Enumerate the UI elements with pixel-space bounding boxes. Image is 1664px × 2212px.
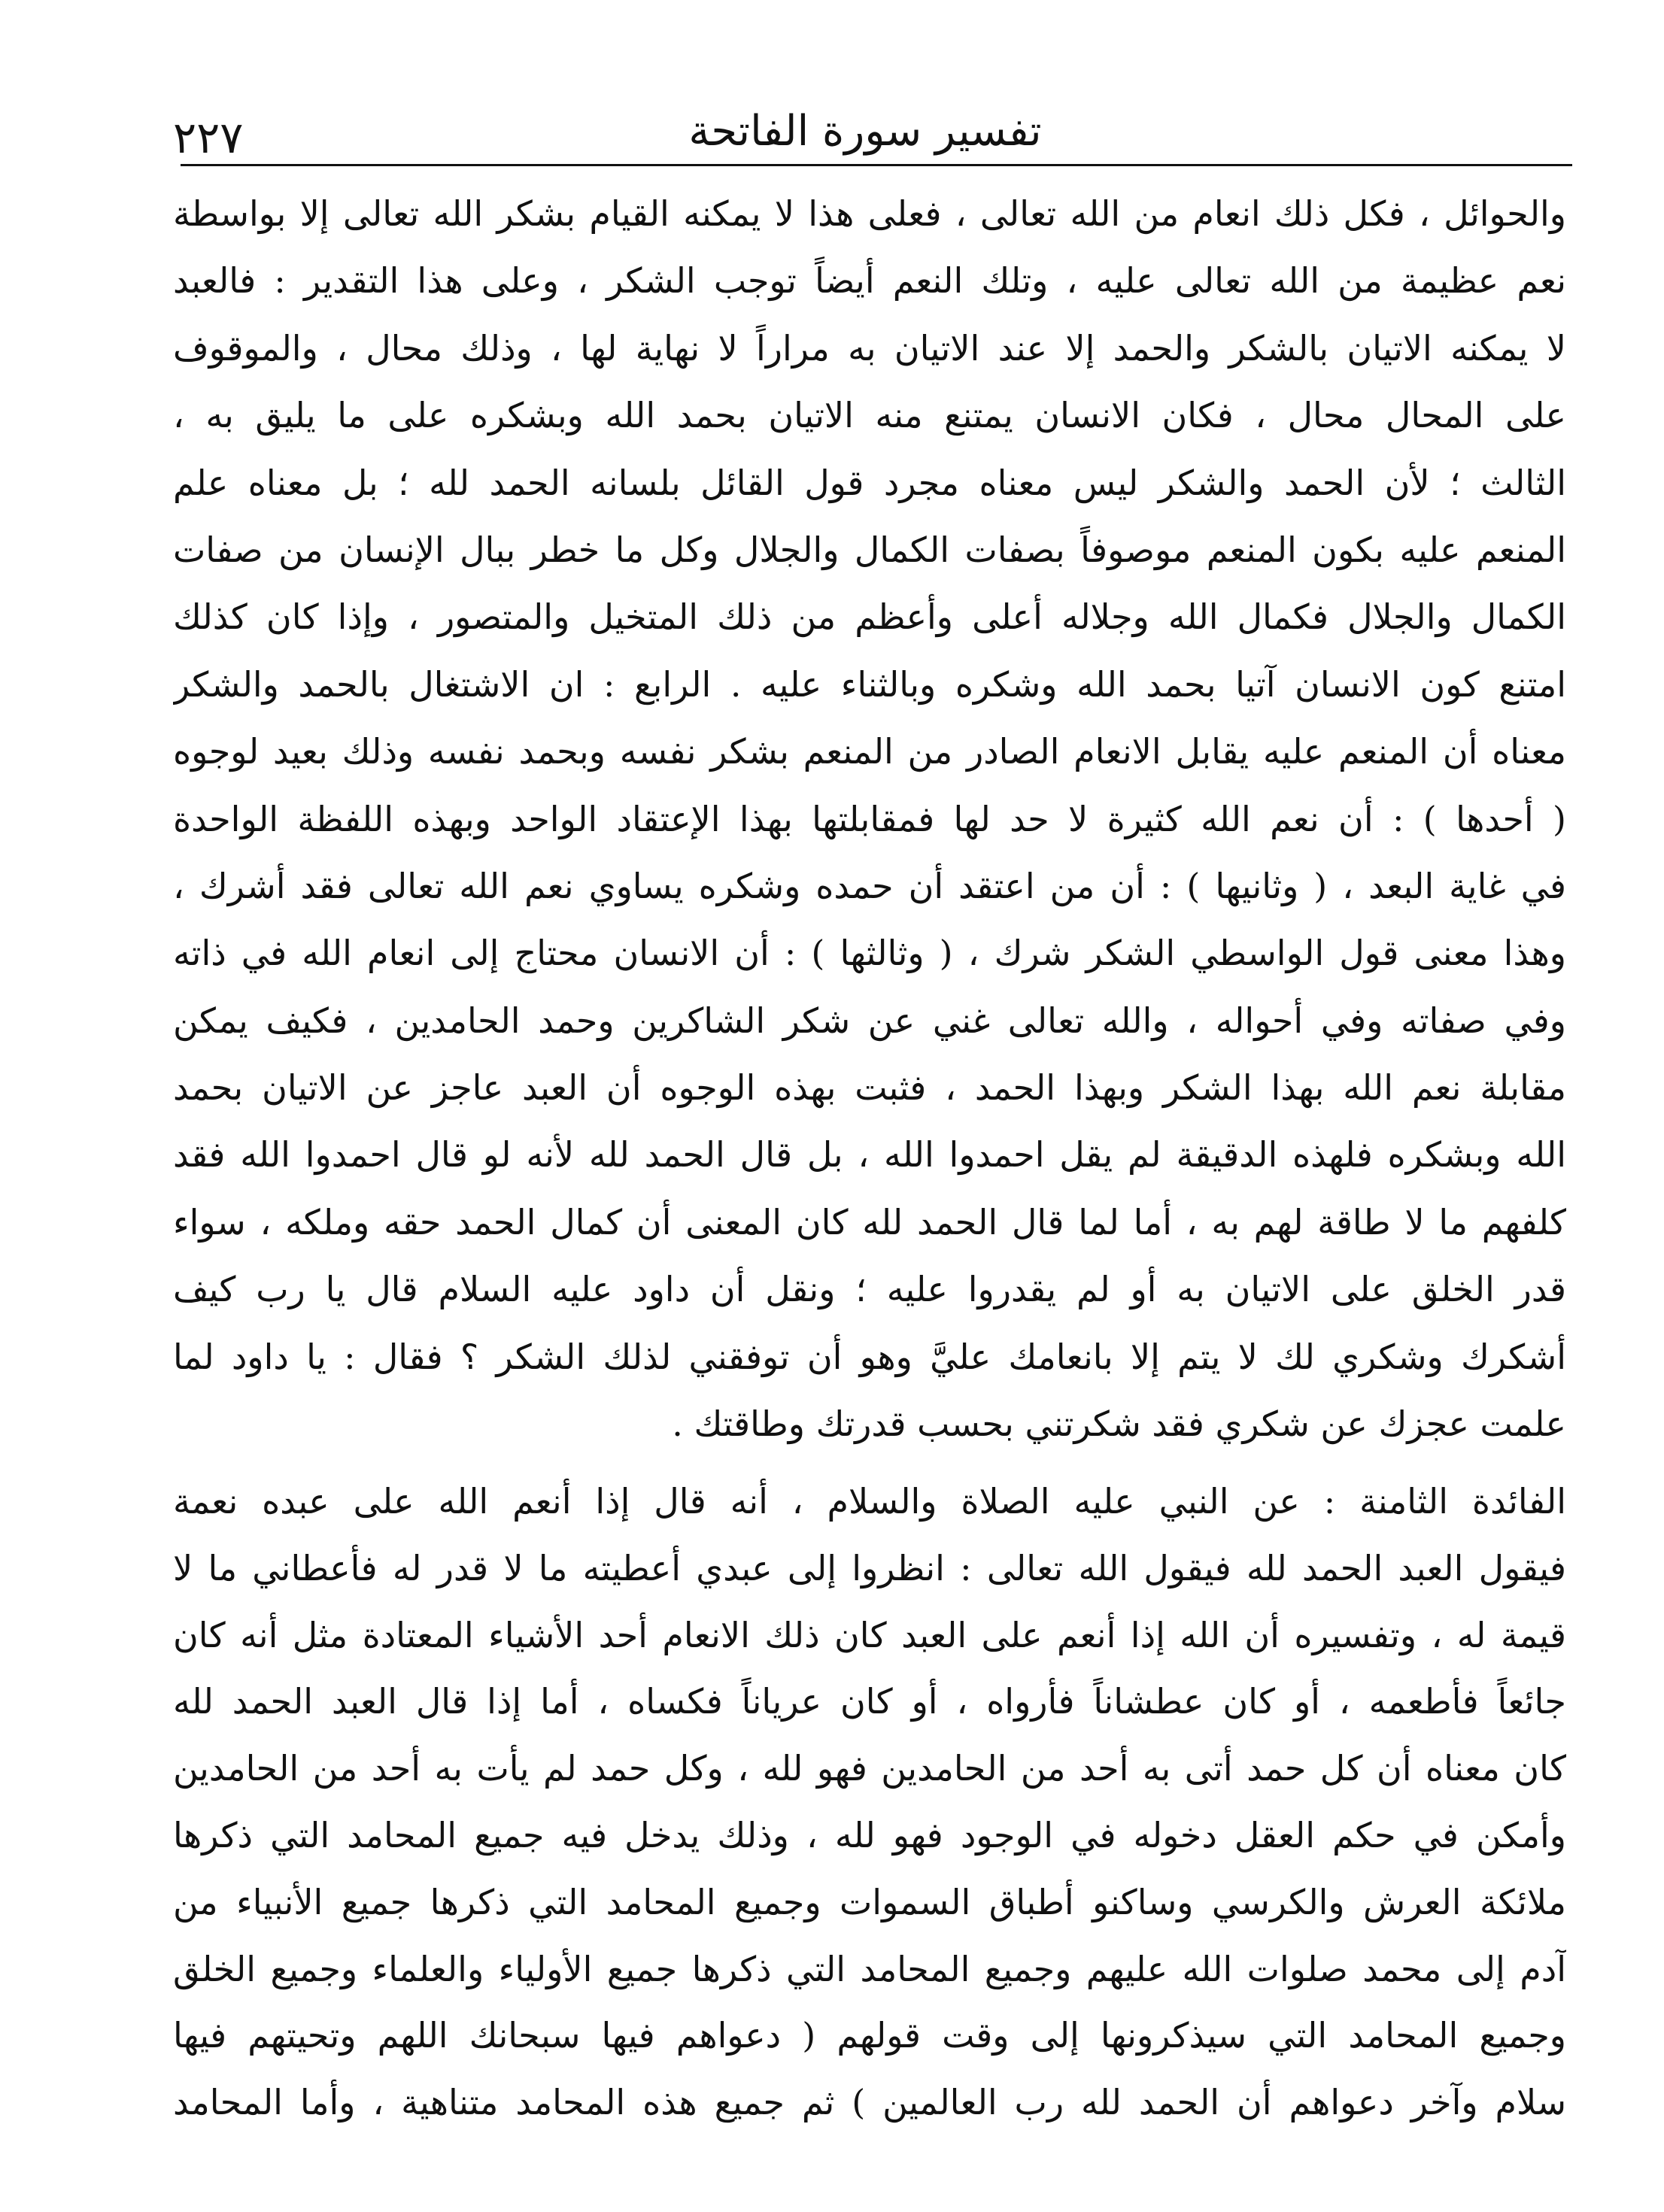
text-line: جائعاً فأطعمه ، أو كان عطشاناً فأرواه ، أو كان عرياناً فكساه ، أما إذا قال العبد الحمد لله (173, 1681, 1566, 1722)
paragraph-2 (173, 1468, 1566, 2136)
text-line: وهذا معنى قول الواسطي الشكر شرك ، ( وثالثها ) : أن الانسان محتاج إلى انعام الله في ذاته (173, 933, 1566, 974)
text-line: مقابلة نعم الله بهذا الشكر وبهذا الحمد ، فثبت بهذه الوجوه أن العبد عاجز عن الاتيان بحمد (173, 1067, 1566, 1109)
text-line: الله وبشكره فلهذه الدقيقة لم يقل احمدوا الله ، بل قال الحمد لله لأنه لو قال احمدوا الله فقد (173, 1134, 1566, 1176)
text-line: ( أحدها ) : أن نعم الله كثيرة لا حد لها فمقابلتها بهذا الإعتقاد الواحد وبهذه اللفظة الواحدة (173, 798, 1566, 839)
text-line: الفائدة الثامنة : عن النبي عليه الصلاة والسلام ، أنه قال إذا أنعم الله على عبده نعمة (173, 1481, 1566, 1522)
text-line: سلام وآخر دعواهم أن الحمد لله رب العالمين ) ثم جميع هذه المحامد متناهية ، وأما المحامد (173, 2082, 1566, 2123)
text-line: قيمة له ، وتفسيره أن الله إذا أنعم على العبد كان ذلك الانعام أحد الأشياء المعتادة مثل أنه كان (173, 1614, 1566, 1655)
text-line: الكمال والجلال فكمال الله وجلاله أعلى وأعظم من ذلك المتخيل والمتصور ، وإذا كان كذلك (173, 596, 1566, 638)
text-line: نعم عظيمة من الله تعالى عليه ، وتلك النعم أيضاً توجب الشكر ، وعلى هذا التقدير : فالعبد (173, 260, 1566, 302)
text-line: أشكرك وشكري لك لا يتم إلا بانعامك عليَّ وهو أن توفقني لذلك الشكر ؟ فقال : يا داود لما (173, 1336, 1566, 1377)
text-line: ملائكة العرش والكرسي وساكنو أطباق السموات وجميع المحامد التي ذكرها جميع الأنبياء من (173, 1881, 1566, 1922)
running-title: تفسير سورة الفاتحة (688, 107, 1042, 156)
text-line: في غاية البعد ، ( وثانيها ) : أن من اعتقد أن حمده وشكره يساوي نعم الله تعالى فقد أشرك ، (173, 865, 1566, 906)
text-line: وأمكن في حكم العقل دخوله في الوجود فهو لله ، وذلك يدخل فيه جميع المحامد التي ذكرها (173, 1814, 1566, 1855)
text-line: والحوائل ، فكل ذلك انعام من الله تعالى ، فعلى هذا لا يمكنه القيام بشكر الله تعالى إلا بواسطة (173, 193, 1566, 234)
text-line: قدر الخلق على الاتيان به أو لم يقدروا عليه ؛ ونقل أن داود عليه السلام قال يا رب كيف (173, 1269, 1566, 1310)
text-line: كان معناه أن كل حمد أتى به أحد من الحامدين فهو لله ، وكل حمد لم يأت به أحد من الحامدين (173, 1748, 1566, 1789)
header-rule (181, 164, 1572, 166)
text-line: وفي صفاته وفي أحواله ، والله تعالى غني عن شكر الشاكرين وحمد الحامدين ، فكيف يمكن (173, 1000, 1566, 1041)
text-line: معناه أن المنعم عليه يقابل الانعام الصادر من المنعم بشكر نفسه وبحمد نفسه وذلك بعيد لوجوه (173, 731, 1566, 772)
page-number: ٢٢٧ (173, 112, 244, 163)
text-line: على المحال محال ، فكان الانسان يمتنع منه الاتيان بحمد الله وبشكره على ما يليق به ، (173, 395, 1566, 436)
page-header (158, 90, 1572, 165)
paragraph-1 (173, 181, 1566, 1458)
text-line: المنعم عليه بكون المنعم موصوفاً بصفات الكمال والجلال وكل ما خطر ببال الإنسان من صفات (173, 529, 1566, 570)
text-line: لا يمكنه الاتيان بالشكر والحمد إلا عند الاتيان به مراراً لا نهاية لها ، وذلك محال ، والموقوف (173, 327, 1566, 369)
text-line: وجميع المحامد التي سيذكرونها إلى وقت قولهم ( دعواهم فيها سبحانك اللهم وتحيتهم فيها (173, 2015, 1566, 2056)
text-line: علمت عجزك عن شكري فقد شكرتني بحسب قدرتك وطاقتك . (672, 1403, 1566, 1445)
text-line: الثالث ؛ لأن الحمد والشكر ليس معناه مجرد قول القائل بلسانه الحمد لله ؛ بل معناه علم (173, 462, 1566, 503)
text-line: فيقول العبد الحمد لله فيقول الله تعالى : انظروا إلى عبدي أعطيته ما لا قدر له فأعطاني ما لا (173, 1547, 1566, 1588)
text-line: كلفهم ما لا طاقة لهم به ، أما لما قال الحمد لله كان المعنى أن كمال الحمد حقه وملكه ، سواء (173, 1201, 1566, 1243)
text-line: امتنع كون الانسان آتيا بحمد الله وشكره وبالثناء عليه . الرابع : ان الاشتغال بالحمد والشكر (173, 663, 1566, 705)
text-line: آدم إلى محمد صلوات الله عليهم وجميع المحامد التي ذكرها جميع الأولياء والعلماء وجميع الخلق (173, 1948, 1566, 1989)
